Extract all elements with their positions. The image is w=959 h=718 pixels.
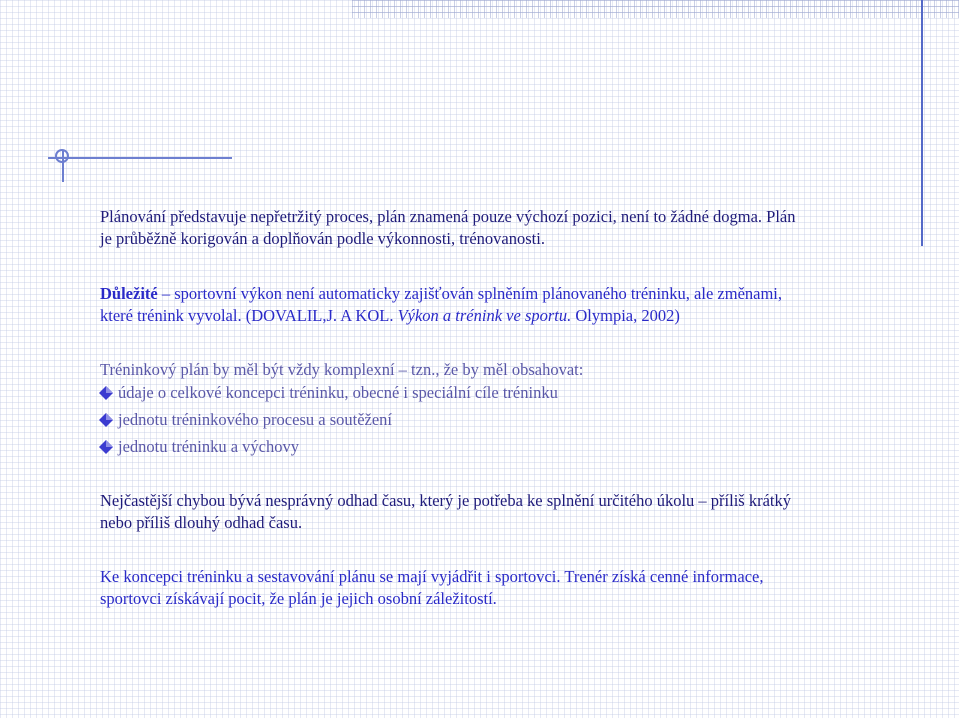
bullet-text: jednotu tréninku a výchovy	[118, 437, 300, 456]
diamond-bullet-icon	[99, 386, 113, 400]
list-item	[99, 436, 299, 458]
para1-line1: Plánování představuje nepřetržitý proces, plán znamená pouze výchozí pozici, není to žádné dogma. Plán	[100, 207, 796, 226]
para4-line1: Nejčastější chybou bývá nesprávný odhad času, který je potřeba ke splnění určitého úkolu – příliš krátký	[100, 491, 791, 510]
para5-line1: Ke koncepci tréninku a sestavování plánu se mají vyjádřit i sportovci. Trenér získá cenné informace,	[100, 567, 764, 586]
horizontal-accent-line	[48, 157, 232, 159]
para4-line2: nebo příliš dlouhý odhad času.	[100, 513, 303, 532]
diamond-bullet-icon	[99, 413, 113, 427]
bullet-text: údaje o celkové koncepci tréninku, obecné i speciální cíle tréninku	[118, 383, 558, 402]
para1-line2: je průběžně korigován a doplňován podle výkonnosti, trénovanosti.	[100, 229, 545, 248]
para2-line1	[100, 283, 782, 305]
para2-bold: Důležité	[100, 284, 158, 303]
list-item	[99, 409, 392, 431]
para2-book-title: Výkon a trénink ve sportu.	[397, 306, 572, 325]
para2-rest1: – sportovní výkon není automaticky zajišťován splněním plánovaného tréninku, ale změnami,	[157, 284, 783, 303]
para2-line2-start: které trénink vyvolal. (DOVALIL,J. A KOL.	[100, 306, 398, 325]
vertical-accent-line	[921, 0, 923, 246]
para3-intro: Tréninkový plán by měl být vždy komplexní – tzn., že by měl obsahovat:	[100, 360, 584, 379]
para2-line2	[100, 305, 680, 327]
para5-line2: sportovci získávají pocit, že plán je jejich osobní záležitostí.	[100, 589, 497, 608]
grid-decoration	[352, 0, 959, 18]
list-item	[99, 382, 558, 404]
bullet-text: jednotu tréninkového procesu a soutěžení	[118, 410, 392, 429]
crosshair-circle-icon	[55, 149, 69, 163]
diamond-bullet-icon	[99, 440, 113, 454]
para2-line2-end: Olympia, 2002)	[571, 306, 680, 325]
